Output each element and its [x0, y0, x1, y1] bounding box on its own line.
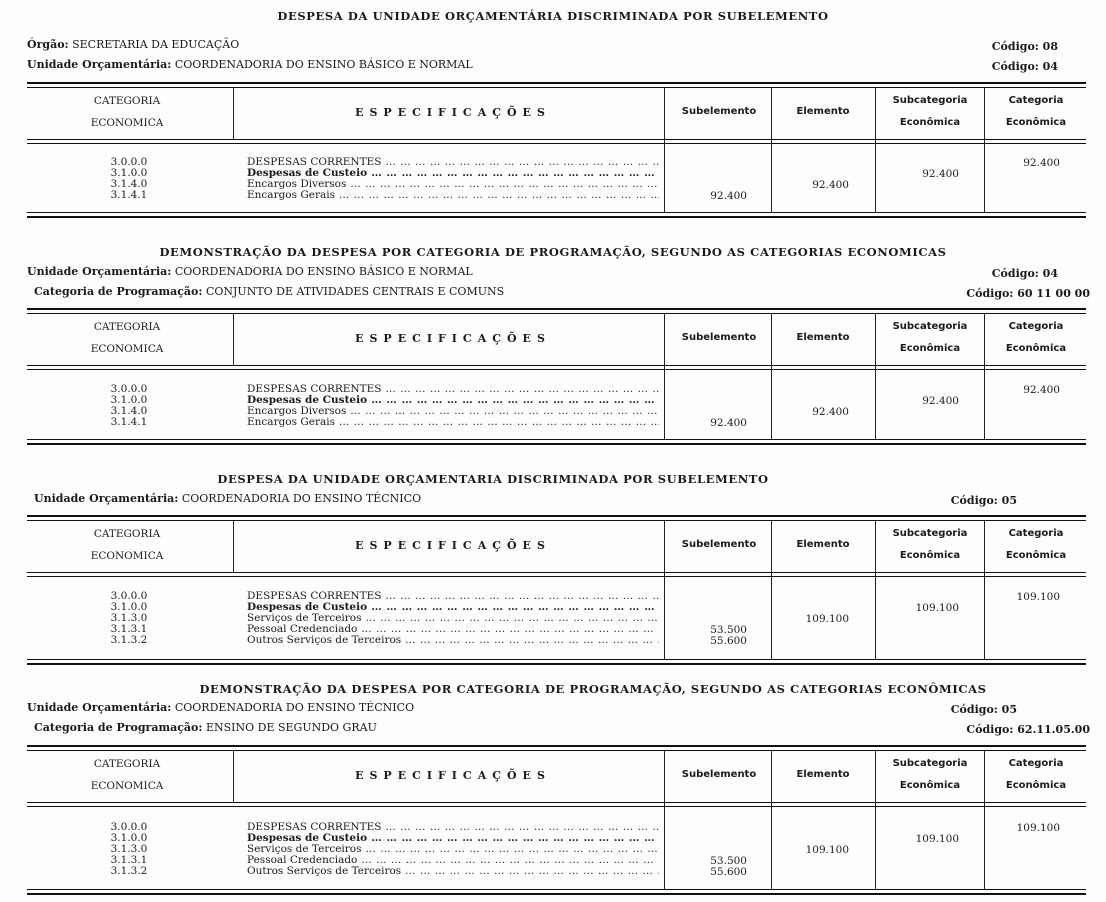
header-categoria: Categoria — [1008, 95, 1064, 106]
categoria-value: 109.100 — [1016, 591, 1060, 603]
header-elemento: Elemento — [796, 769, 850, 780]
header-economica: Econômica — [899, 550, 961, 561]
subelemento-value: 53.500 — [710, 855, 747, 867]
header-subcategoria: Subcategoria — [892, 758, 968, 769]
subcategoria-value: 109.100 — [915, 833, 959, 845]
header-economica: ECONOMICA — [90, 780, 164, 792]
header-elemento: Elemento — [796, 539, 850, 550]
row-code: 3.1.4.1 — [110, 416, 148, 428]
subcategoria-value: 92.400 — [922, 395, 959, 407]
header-economica: Econômica — [1005, 117, 1067, 128]
categoria-value: 92.400 — [1023, 157, 1060, 169]
desc-column — [247, 384, 659, 428]
desc-column — [247, 822, 659, 877]
code-label: Código: 62.11.05.00 — [966, 723, 1090, 736]
code-column — [79, 384, 179, 428]
row-desc: DESPESAS CORRENTES … … … … … … … … … … … … … … … … … … … … … … … … … … … … — [247, 157, 659, 168]
code-label: Código: 08 — [991, 40, 1058, 53]
subelemento-value: 53.500 — [710, 624, 747, 636]
subelemento-value: 92.400 — [710, 190, 747, 202]
header-subcategoria: Subcategoria — [892, 95, 968, 106]
row-desc: Despesas de Custeio … … … … … … … … … … … … … … … … … … … … … … … … … … … … — [247, 602, 659, 613]
row-desc: DESPESAS CORRENTES … … … … … … … … … … … … … … … … … … … … … … … … … … … … — [247, 822, 659, 833]
row-code: 3.1.4.0 — [110, 178, 148, 190]
row-code: 3.0.0.0 — [110, 821, 148, 833]
row-desc: Outros Serviços de Terceiros … … … … … … … … … … … … … … … … … … … … … … … … … … … … — [247, 866, 659, 877]
header-categoria: Categoria — [1008, 321, 1064, 332]
row-code: 3.1.3.1 — [110, 623, 148, 635]
row-code: 3.1.3.0 — [110, 843, 148, 855]
header-elemento: Elemento — [796, 332, 850, 343]
categoria-value: 109.100 — [1016, 822, 1060, 834]
budget-table — [27, 515, 1086, 665]
row-code: 3.1.3.1 — [110, 854, 148, 866]
budget-table — [27, 745, 1086, 895]
row-desc: Outros Serviços de Terceiros … … … … … … … … … … … … … … … … … … … … … … … … … … … … — [247, 635, 659, 646]
header-categoria: CATEGORIA — [93, 321, 161, 333]
row-code: 3.1.4.0 — [110, 405, 148, 417]
section-title: DEMONSTRAÇÃO DA DESPESA POR CATEGORIA DE PROGRAMAÇÃO, SEGUNDO AS CATEGORIAS ECONÔMICAS — [199, 682, 987, 696]
header-economica: ECONOMICA — [90, 550, 164, 562]
header-economica: ECONOMICA — [90, 117, 164, 129]
meta-line: Categoria de Programação: CONJUNTO DE ATIVIDADES CENTRAIS E COMUNS — [34, 285, 505, 298]
row-code: 3.1.0.0 — [110, 601, 148, 613]
header-especificacoes: ESPECIFICAÇÕES — [355, 769, 551, 782]
row-code: 3.0.0.0 — [110, 383, 148, 395]
meta-line: Órgão: SECRETARIA DA EDUCAÇÃO — [27, 38, 240, 51]
header-economica: Econômica — [899, 343, 961, 354]
row-code: 3.0.0.0 — [110, 590, 148, 602]
elemento-value: 92.400 — [812, 406, 849, 418]
code-label: Código: 04 — [991, 267, 1058, 280]
row-desc: Despesas de Custeio … … … … … … … … … … … … … … … … … … … … … … … … … … … … — [247, 395, 659, 406]
header-categoria: CATEGORIA — [93, 758, 161, 770]
row-desc: Serviços de Terceiros … … … … … … … … … … … … … … … … … … … … … … … … … … … … — [247, 844, 659, 855]
header-economica: Econômica — [1005, 343, 1067, 354]
row-code: 3.1.3.2 — [110, 634, 148, 646]
header-subcategoria: Subcategoria — [892, 321, 968, 332]
meta-line: Unidade Orçamentária: COORDENADORIA DO ENSINO TÉCNICO — [34, 492, 422, 505]
header-categoria: Categoria — [1008, 758, 1064, 769]
header-categoria: CATEGORIA — [93, 528, 161, 540]
code-column — [79, 822, 179, 877]
section-title: DEMONSTRAÇÃO DA DESPESA POR CATEGORIA DE PROGRAMAÇÃO, SEGUNDO AS CATEGORIAS ECONOMICAS — [159, 245, 947, 259]
row-desc: Serviços de Terceiros … … … … … … … … … … … … … … … … … … … … … … … … … … … … — [247, 613, 659, 624]
row-desc: Encargos Gerais … … … … … … … … … … … … … … … … … … … … … … … … … … … … — [247, 190, 659, 201]
subelemento-value: 55.600 — [710, 635, 747, 647]
elemento-value: 109.100 — [805, 613, 849, 625]
row-desc: DESPESAS CORRENTES … … … … … … … … … … … … … … … … … … … … … … … … … … … … — [247, 384, 659, 395]
code-label: Código: 05 — [950, 703, 1017, 716]
row-code: 3.1.4.1 — [110, 189, 148, 201]
desc-column — [247, 157, 659, 201]
row-code: 3.1.3.2 — [110, 865, 148, 877]
row-desc: Encargos Gerais … … … … … … … … … … … … … … … … … … … … … … … … … … … … — [247, 417, 659, 428]
row-desc: Pessoal Credenciado … … … … … … … … … … … … … … … … … … … … … … … … … … … … — [247, 624, 659, 635]
header-elemento: Elemento — [796, 106, 850, 117]
budget-table — [27, 308, 1086, 445]
code-label: Código: 05 — [950, 494, 1017, 507]
code-column — [79, 157, 179, 201]
row-code: 3.1.0.0 — [110, 167, 148, 179]
header-subelemento: Subelemento — [681, 769, 757, 780]
row-desc: Encargos Diversos … … … … … … … … … … … … … … … … … … … … … … … … … … … … — [247, 406, 659, 417]
section-title: DESPESA DA UNIDADE ORÇAMENTÁRIA DISCRIMINADA POR SUBELEMENTO — [277, 9, 829, 23]
row-desc: Despesas de Custeio … … … … … … … … … … … … … … … … … … … … … … … … … … … … — [247, 833, 659, 844]
elemento-value: 109.100 — [805, 844, 849, 856]
header-economica: Econômica — [899, 117, 961, 128]
code-column — [79, 591, 179, 646]
header-economica: Econômica — [1005, 780, 1067, 791]
row-code: 3.0.0.0 — [110, 156, 148, 168]
subelemento-value: 55.600 — [710, 866, 747, 878]
row-desc: DESPESAS CORRENTES … … … … … … … … … … … … … … … … … … … … … … … … … … … … — [247, 591, 659, 602]
header-subelemento: Subelemento — [681, 539, 757, 550]
header-economica: Econômica — [1005, 550, 1067, 561]
header-subcategoria: Subcategoria — [892, 528, 968, 539]
row-desc: Encargos Diversos … … … … … … … … … … … … … … … … … … … … … … … … … … … … — [247, 179, 659, 190]
header-especificacoes: ESPECIFICAÇÕES — [355, 106, 551, 119]
header-categoria: CATEGORIA — [93, 95, 161, 107]
section-title: DESPESA DA UNIDADE ORÇAMENTARIA DISCRIMINADA POR SUBELEMENTO — [217, 472, 769, 486]
row-code: 3.1.3.0 — [110, 612, 148, 624]
desc-column — [247, 591, 659, 646]
header-especificacoes: ESPECIFICAÇÕES — [355, 332, 551, 345]
subcategoria-value: 109.100 — [915, 602, 959, 614]
row-code: 3.1.0.0 — [110, 832, 148, 844]
subelemento-value: 92.400 — [710, 417, 747, 429]
header-especificacoes: ESPECIFICAÇÕES — [355, 539, 551, 552]
header-subelemento: Subelemento — [681, 332, 757, 343]
meta-line: Unidade Orçamentária: COORDENADORIA DO ENSINO BÁSICO E NORMAL — [27, 58, 473, 71]
code-label: Código: 04 — [991, 60, 1058, 73]
header-categoria: Categoria — [1008, 528, 1064, 539]
code-label: Código: 60 11 00 00 — [966, 287, 1090, 300]
header-economica: ECONOMICA — [90, 343, 164, 355]
subcategoria-value: 92.400 — [922, 168, 959, 180]
meta-line: Unidade Orçamentária: COORDENADORIA DO ENSINO BÁSICO E NORMAL — [27, 265, 473, 278]
categoria-value: 92.400 — [1023, 384, 1060, 396]
row-code: 3.1.0.0 — [110, 394, 148, 406]
meta-line: Categoria de Programação: ENSINO DE SEGUNDO GRAU — [34, 721, 377, 734]
row-desc: Despesas de Custeio … … … … … … … … … … … … … … … … … … … … … … … … … … … … — [247, 168, 659, 179]
budget-table — [27, 82, 1086, 218]
row-desc: Pessoal Credenciado … … … … … … … … … … … … … … … … … … … … … … … … … … … … — [247, 855, 659, 866]
header-economica: Econômica — [899, 780, 961, 791]
meta-line: Unidade Orçamentária: COORDENADORIA DO ENSINO TÉCNICO — [27, 701, 415, 714]
elemento-value: 92.400 — [812, 179, 849, 191]
header-subelemento: Subelemento — [681, 106, 757, 117]
